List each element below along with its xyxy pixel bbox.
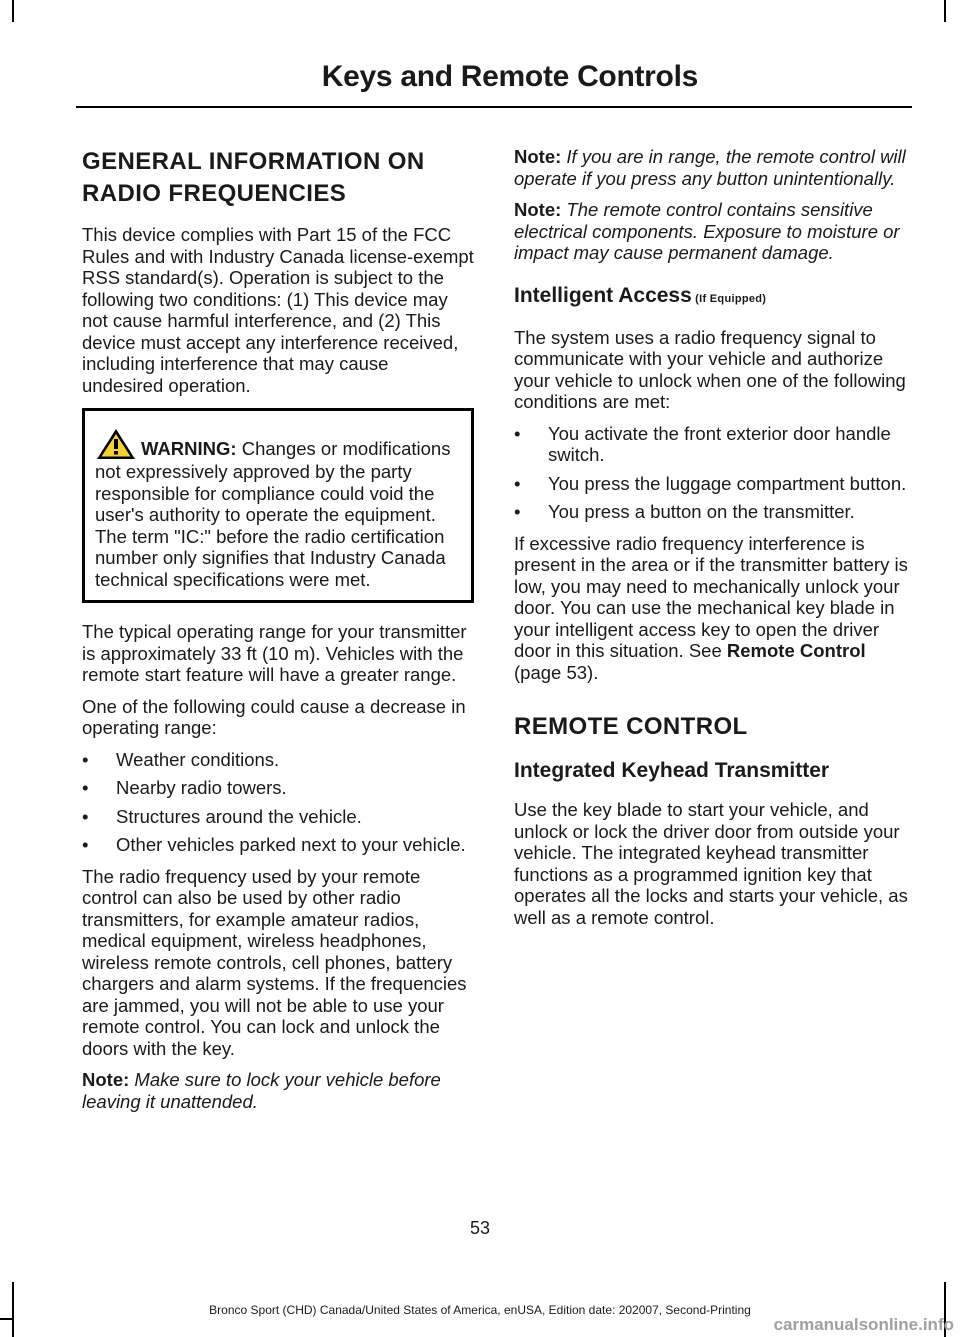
- crop-mark-top-left: [12, 0, 14, 22]
- section-heading: [82, 146, 474, 210]
- warning-triangle-icon: [95, 427, 137, 461]
- list-item: [82, 834, 474, 856]
- heading-text: Intelligent Access: [514, 283, 692, 307]
- paragraph: One of the following could cause a decrease in operating range:: [82, 695, 466, 738]
- page-number: 53: [469, 1218, 491, 1238]
- paragraph: The typical operating range for your transmitter is approximately 33 ft (10 m). Vehicles with the remote start feature will have a greater range.: [82, 621, 467, 685]
- bullet-icon: •: [514, 472, 521, 494]
- paragraph-text: If excessive radio frequency interference is present in the area or if the transmitter battery is low, you may need to mechanically unlock your door. You can use the mechanical key blade in your intelligent access key to open the driver door in this situation. See: [514, 532, 908, 661]
- bullet-icon: •: [82, 805, 89, 827]
- bullet-icon: •: [82, 777, 89, 798]
- heading-line-2: RADIO FREQUENCIES: [82, 180, 347, 207]
- list-item: [82, 749, 474, 771]
- paragraph: This device complies with Part 15 of the FCC Rules and with Industry Canada license-exempt RSS standard(s). Operation is subject to the following two conditions: (1) This device may not cause harmful interference, and (2) This device must accept any interference received, including interference that may cause undesired operation.: [82, 224, 474, 396]
- bullet-list: [82, 749, 474, 856]
- if-equipped-label: (If Equipped): [691, 292, 767, 305]
- crop-mark-bottom-left-h: [0, 1318, 14, 1320]
- list-item: [514, 423, 910, 466]
- page-header-title: Keys and Remote Controls: [321, 60, 698, 93]
- paragraph: The radio frequency used by your remote control can also be used by other radio transmitters, for example amateur radios, medical equipment, wireless headphones, wireless remote controls, cell phones, battery chargers and alarm systems. If the frequencies are jammed, you will not be able to use your remote control. You can lock and unlock the doors with the key.: [82, 865, 467, 1059]
- note-text: If you are in range, the remote control will operate if you press any button unintentionally.: [514, 146, 906, 189]
- subsection-heading-intelligent-access: [514, 282, 910, 313]
- list-item-text: Nearby radio towers.: [116, 777, 287, 798]
- note-label: Note:: [514, 199, 562, 220]
- bullet-list: [514, 423, 910, 523]
- note-label: Note:: [82, 1069, 130, 1090]
- warning-label: WARNING:: [141, 438, 237, 459]
- section-heading-remote-control: REMOTE CONTROL: [514, 713, 748, 740]
- header-divider: [76, 106, 912, 108]
- list-item-text: You press a button on the transmitter.: [548, 501, 855, 522]
- paragraph: The system uses a radio frequency signal to communicate with your vehicle and authorize your vehicle to unlock when one of the following conditions are met:: [514, 326, 906, 412]
- paragraph: Use the key blade to start your vehicle, and unlock or lock the driver door from outside your vehicle. The integrated keyhead transmitter functions as a programmed ignition key that operates all the locks and starts your vehicle, as well as a remote control.: [514, 799, 908, 928]
- note-text: Make sure to lock your vehicle before leaving it unattended.: [82, 1069, 441, 1112]
- warning-body: Changes or modifications not expressively approved by the party responsible for compliance could void the user's authority to operate the equipment. The term "IC:" before the radio certification number only signifies that Industry Canada technical specifications were met.: [95, 438, 451, 590]
- warning-box: [82, 408, 474, 603]
- watermark: carmanualsonline.info: [773, 1315, 954, 1334]
- right-column: [514, 146, 910, 938]
- bullet-icon: •: [82, 748, 89, 770]
- bullet-icon: •: [514, 422, 521, 444]
- list-item-text: You press the luggage compartment button.: [548, 472, 907, 494]
- note: [514, 199, 910, 264]
- footer-text: Bronco Sport (CHD) Canada/United States of America, enUSA, Edition date: 202007, Second-Printing: [209, 1303, 751, 1317]
- crop-mark-top-right: [944, 0, 946, 22]
- heading-line-1: GENERAL INFORMATION ON: [82, 148, 425, 175]
- paragraph: [514, 533, 910, 684]
- list-item: [514, 501, 910, 523]
- list-item: [82, 806, 474, 828]
- list-item-text: You activate the front exterior door handle switch.: [548, 422, 891, 465]
- subsection-heading-keyhead: Integrated Keyhead Transmitter: [514, 759, 830, 782]
- bullet-icon: •: [514, 501, 521, 522]
- note-text: The remote control contains sensitive electrical components. Exposure to moisture or impact may cause permanent damage.: [514, 199, 900, 263]
- list-item-text: Structures around the vehicle.: [116, 805, 362, 827]
- note-label: Note:: [514, 146, 562, 167]
- bullet-icon: •: [82, 834, 89, 855]
- page-reference: (page 53).: [514, 661, 599, 683]
- list-item: [82, 777, 474, 799]
- note: [514, 146, 910, 189]
- left-column: [82, 146, 474, 1122]
- warning-text: [95, 427, 463, 590]
- note: [82, 1069, 474, 1112]
- list-item-text: Weather conditions.: [116, 748, 280, 770]
- list-item-text: Other vehicles parked next to your vehicle.: [116, 834, 466, 855]
- list-item: [514, 473, 910, 495]
- cross-reference-link[interactable]: Remote Control: [726, 640, 866, 661]
